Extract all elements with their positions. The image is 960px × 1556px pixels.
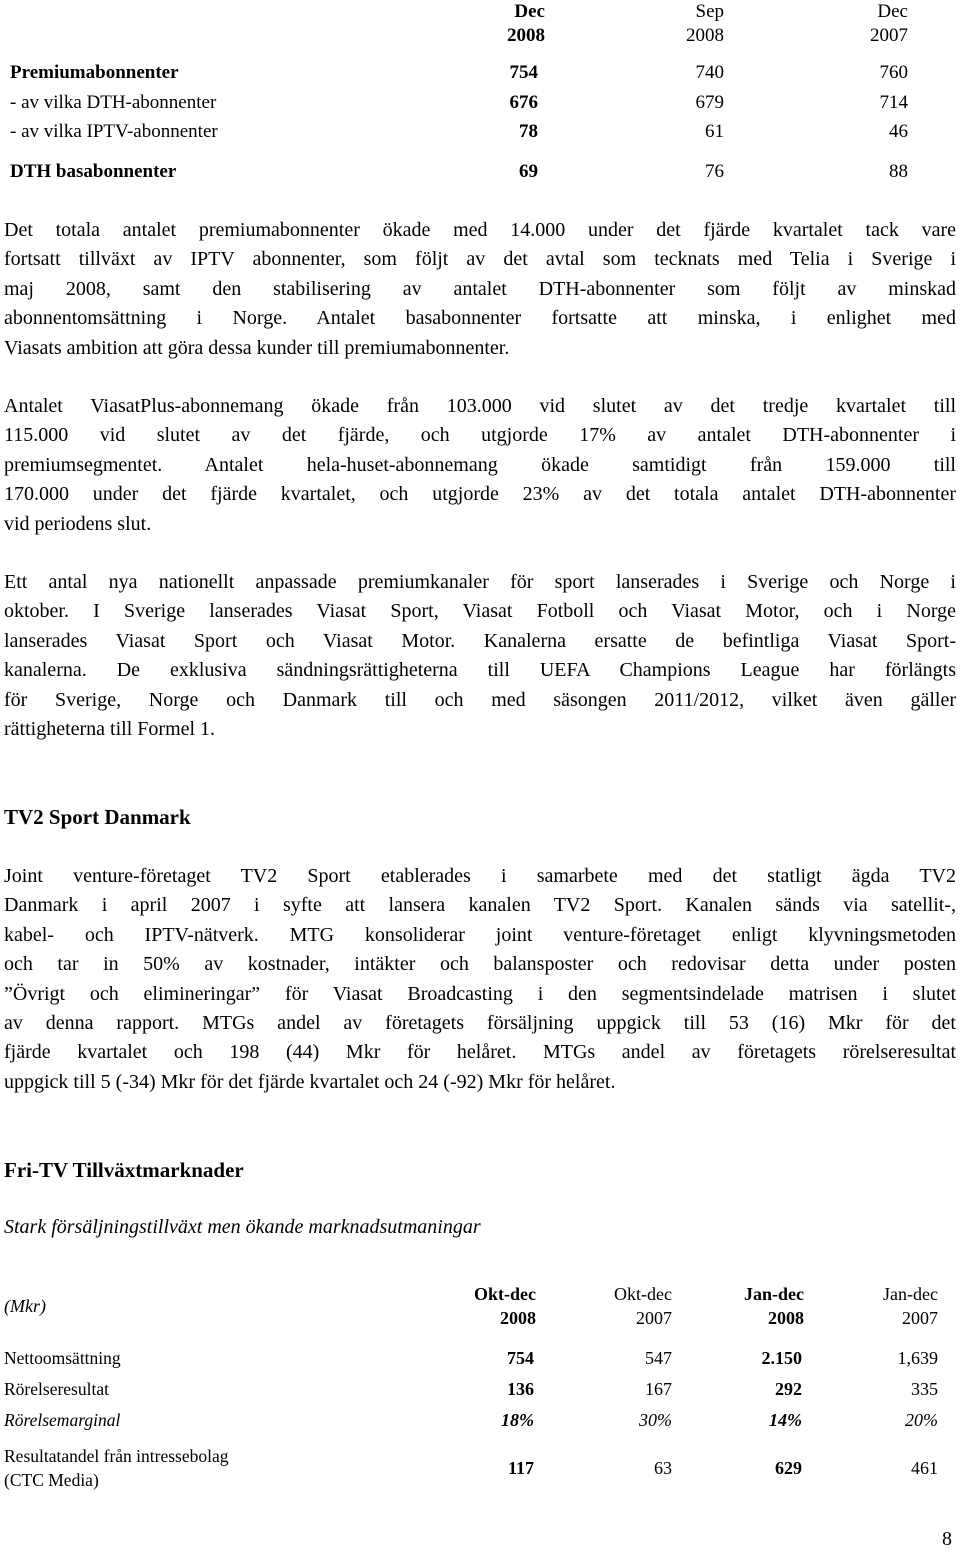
text-line: av denna rapport. MTGs andel av företagets försäljning uppgick till 53 (16) Mkr för det (4, 1012, 956, 1035)
text-line: premiumsegmentet. Antalet hela-huset-abonnemang ökade samtidigt från 159.000 till (4, 453, 956, 476)
section-subheading: Stark försäljningstillväxt men ökande marknadsutmaningar (4, 1216, 481, 1238)
cell-value: 714 (879, 92, 908, 113)
col-header-jan-dec-2008 (684, 1282, 804, 1330)
header-line1: Jan-dec (883, 1284, 938, 1304)
cell-value: 78 (519, 121, 538, 142)
col-header-sep-2008 (524, 0, 724, 48)
text-line: Ett antal nya nationellt anpassade premiumkanaler för sport lanserades i Sverige och Norge i (4, 571, 956, 593)
cell-value: 461 (911, 1458, 938, 1478)
cell-value: 760 (879, 62, 908, 83)
text-line: oktober. I Sverige lanserades Viasat Sport, Viasat Fotboll och Viasat Motor, och i Norge (4, 600, 956, 623)
header-line1: Dec (514, 1, 545, 22)
header-line2: 2007 (636, 1308, 672, 1328)
paragraph-premium-subscribers (4, 216, 956, 363)
table-row (10, 62, 910, 90)
cell-value: 20% (905, 1410, 938, 1430)
text-line: Antalet ViasatPlus-abonnemang ökade från 103.000 vid slutet av det tredje kvartalet till (4, 395, 956, 417)
text-line: Joint venture-företaget TV2 Sport etablerades i samarbete med det statligt ägda TV2 (4, 865, 956, 887)
row-label-line1: Resultatandel från intressebolag (4, 1446, 229, 1466)
row-label-line2: (CTC Media) (4, 1470, 99, 1490)
cell-value: 61 (705, 121, 724, 142)
cell-value: 136 (507, 1379, 534, 1399)
header-line2: 2008 (507, 25, 545, 46)
text-line: 115.000 vid slutet av det fjärde, och utgjorde 17% av antalet DTH-abonnenter i (4, 424, 956, 447)
cell-value: 30% (639, 1410, 672, 1430)
cell-value: 676 (509, 92, 538, 113)
cell-value: 117 (507, 1458, 534, 1478)
table-row (10, 161, 910, 189)
page-number: 8 (942, 1528, 952, 1550)
text-line: abonnentomsättning i Norge. Antalet basabonnenter fortsatte att minska, i enlighet med (4, 307, 956, 330)
col-header-dec-2008 (345, 0, 545, 48)
cell-value: 46 (889, 121, 908, 142)
cell-value: 629 (775, 1458, 802, 1478)
text-line: och tar in 50% av kostnader, intäkter och balansposter och redovisar detta under posten (4, 953, 956, 976)
text-line: rättigheterna till Formel 1. (4, 718, 216, 741)
col-header-okt-dec-2007 (552, 1282, 672, 1330)
cell-value: 547 (645, 1348, 672, 1368)
text-line: fortsatt tillväxt av IPTV abonnenter, som följt av det avtal som tecknats med Telia i Sverige i (4, 248, 956, 271)
header-line2: 2007 (870, 25, 908, 46)
cell-value: 2.150 (761, 1348, 802, 1368)
section-heading-fri-tv: Fri-TV Tillväxtmarknader (4, 1158, 244, 1182)
cell-value: 1,639 (897, 1348, 938, 1368)
row-label: - av vilka IPTV-abonnenter (10, 121, 218, 142)
header-line2: 2008 (768, 1308, 804, 1328)
cell-value: 63 (654, 1458, 672, 1478)
unit-label: (Mkr) (4, 1296, 46, 1316)
text-line: uppgick till 5 (-34) Mkr för det fjärde kvartalet och 24 (-92) Mkr för helåret. (4, 1070, 616, 1093)
row-label: Premiumabonnenter (10, 62, 179, 83)
paragraph-sport-channels (4, 568, 956, 744)
header-line1: Okt-dec (614, 1284, 672, 1304)
text-line: 170.000 under det fjärde kvartalet, och utgjorde 23% av det totala antalet DTH-abonnenter (4, 483, 956, 506)
col-header-dec-2007 (708, 0, 908, 48)
cell-value: 335 (911, 1379, 938, 1399)
text-line: för Sverige, Norge och Danmark till och med säsongen 2011/2012, vilket även gäller (4, 688, 956, 711)
table-row (10, 121, 910, 149)
header-line1: Okt-dec (474, 1284, 536, 1304)
cell-value: 14% (769, 1410, 802, 1430)
text-line: Danmark i april 2007 i syfte att lansera kanalen TV2 Sport. Kanalen sänds via satellit-, (4, 894, 956, 917)
cell-value: 292 (775, 1379, 802, 1399)
cell-value: 740 (695, 62, 724, 83)
row-label (4, 1444, 229, 1492)
cell-value: 88 (889, 161, 908, 182)
col-header-jan-dec-2007 (818, 1282, 938, 1330)
text-line: kabel- och IPTV-nätverk. MTG konsoliderar joint venture-företaget enligt klyvningsmetoden (4, 923, 956, 946)
header-line2: 2008 (686, 25, 724, 46)
text-line: maj 2008, samt den stabilisering av antalet DTH-abonnenter som följt av minskad (4, 277, 956, 300)
text-line: lanserades Viasat Sport och Viasat Motor. Kanalerna ersatte de befintliga Viasat Sport- (4, 629, 956, 652)
text-line: vid periodens slut. (4, 512, 152, 535)
row-label: Rörelsemarginal (4, 1410, 121, 1430)
header-line1: Dec (877, 1, 908, 22)
text-line: fjärde kvartalet och 198 (44) Mkr för helåret. MTGs andel av företagets rörelseresultat (4, 1041, 956, 1064)
col-header-okt-dec-2008 (416, 1282, 536, 1330)
row-label: Nettoomsättning (4, 1348, 121, 1368)
cell-value: 76 (705, 161, 724, 182)
row-label: Rörelseresultat (4, 1379, 109, 1399)
text-line: kanalerna. De exklusiva sändningsrättigheterna till UEFA Champions League har förlängts (4, 659, 956, 682)
paragraph-tv2-sport (4, 862, 956, 1097)
text-line: Viasats ambition att göra dessa kunder till premiumabonnenter. (4, 336, 510, 359)
cell-value: 679 (695, 92, 724, 113)
text-line: ”Övrigt och elimineringar” för Viasat Broadcasting i den segmentsindelade matrisen i slutet (4, 982, 956, 1005)
header-line2: 2007 (902, 1308, 938, 1328)
section-heading-tv2-sport: TV2 Sport Danmark (4, 805, 191, 829)
paragraph-viasatplus (4, 392, 956, 539)
table-row (10, 92, 910, 120)
text-line: Det totala antalet premiumabonnenter ökade med 14.000 under det fjärde kvartalet tack vare (4, 219, 956, 241)
cell-value: 754 (507, 1348, 534, 1368)
header-line1: Jan-dec (744, 1284, 804, 1304)
row-label: - av vilka DTH-abonnenter (10, 92, 217, 113)
header-line2: 2008 (500, 1308, 536, 1328)
cell-value: 754 (509, 62, 538, 83)
row-label: DTH basabonnenter (10, 161, 177, 182)
cell-value: 18% (501, 1410, 534, 1430)
cell-value: 167 (645, 1379, 672, 1399)
header-line1: Sep (695, 1, 724, 22)
cell-value: 69 (519, 161, 538, 182)
